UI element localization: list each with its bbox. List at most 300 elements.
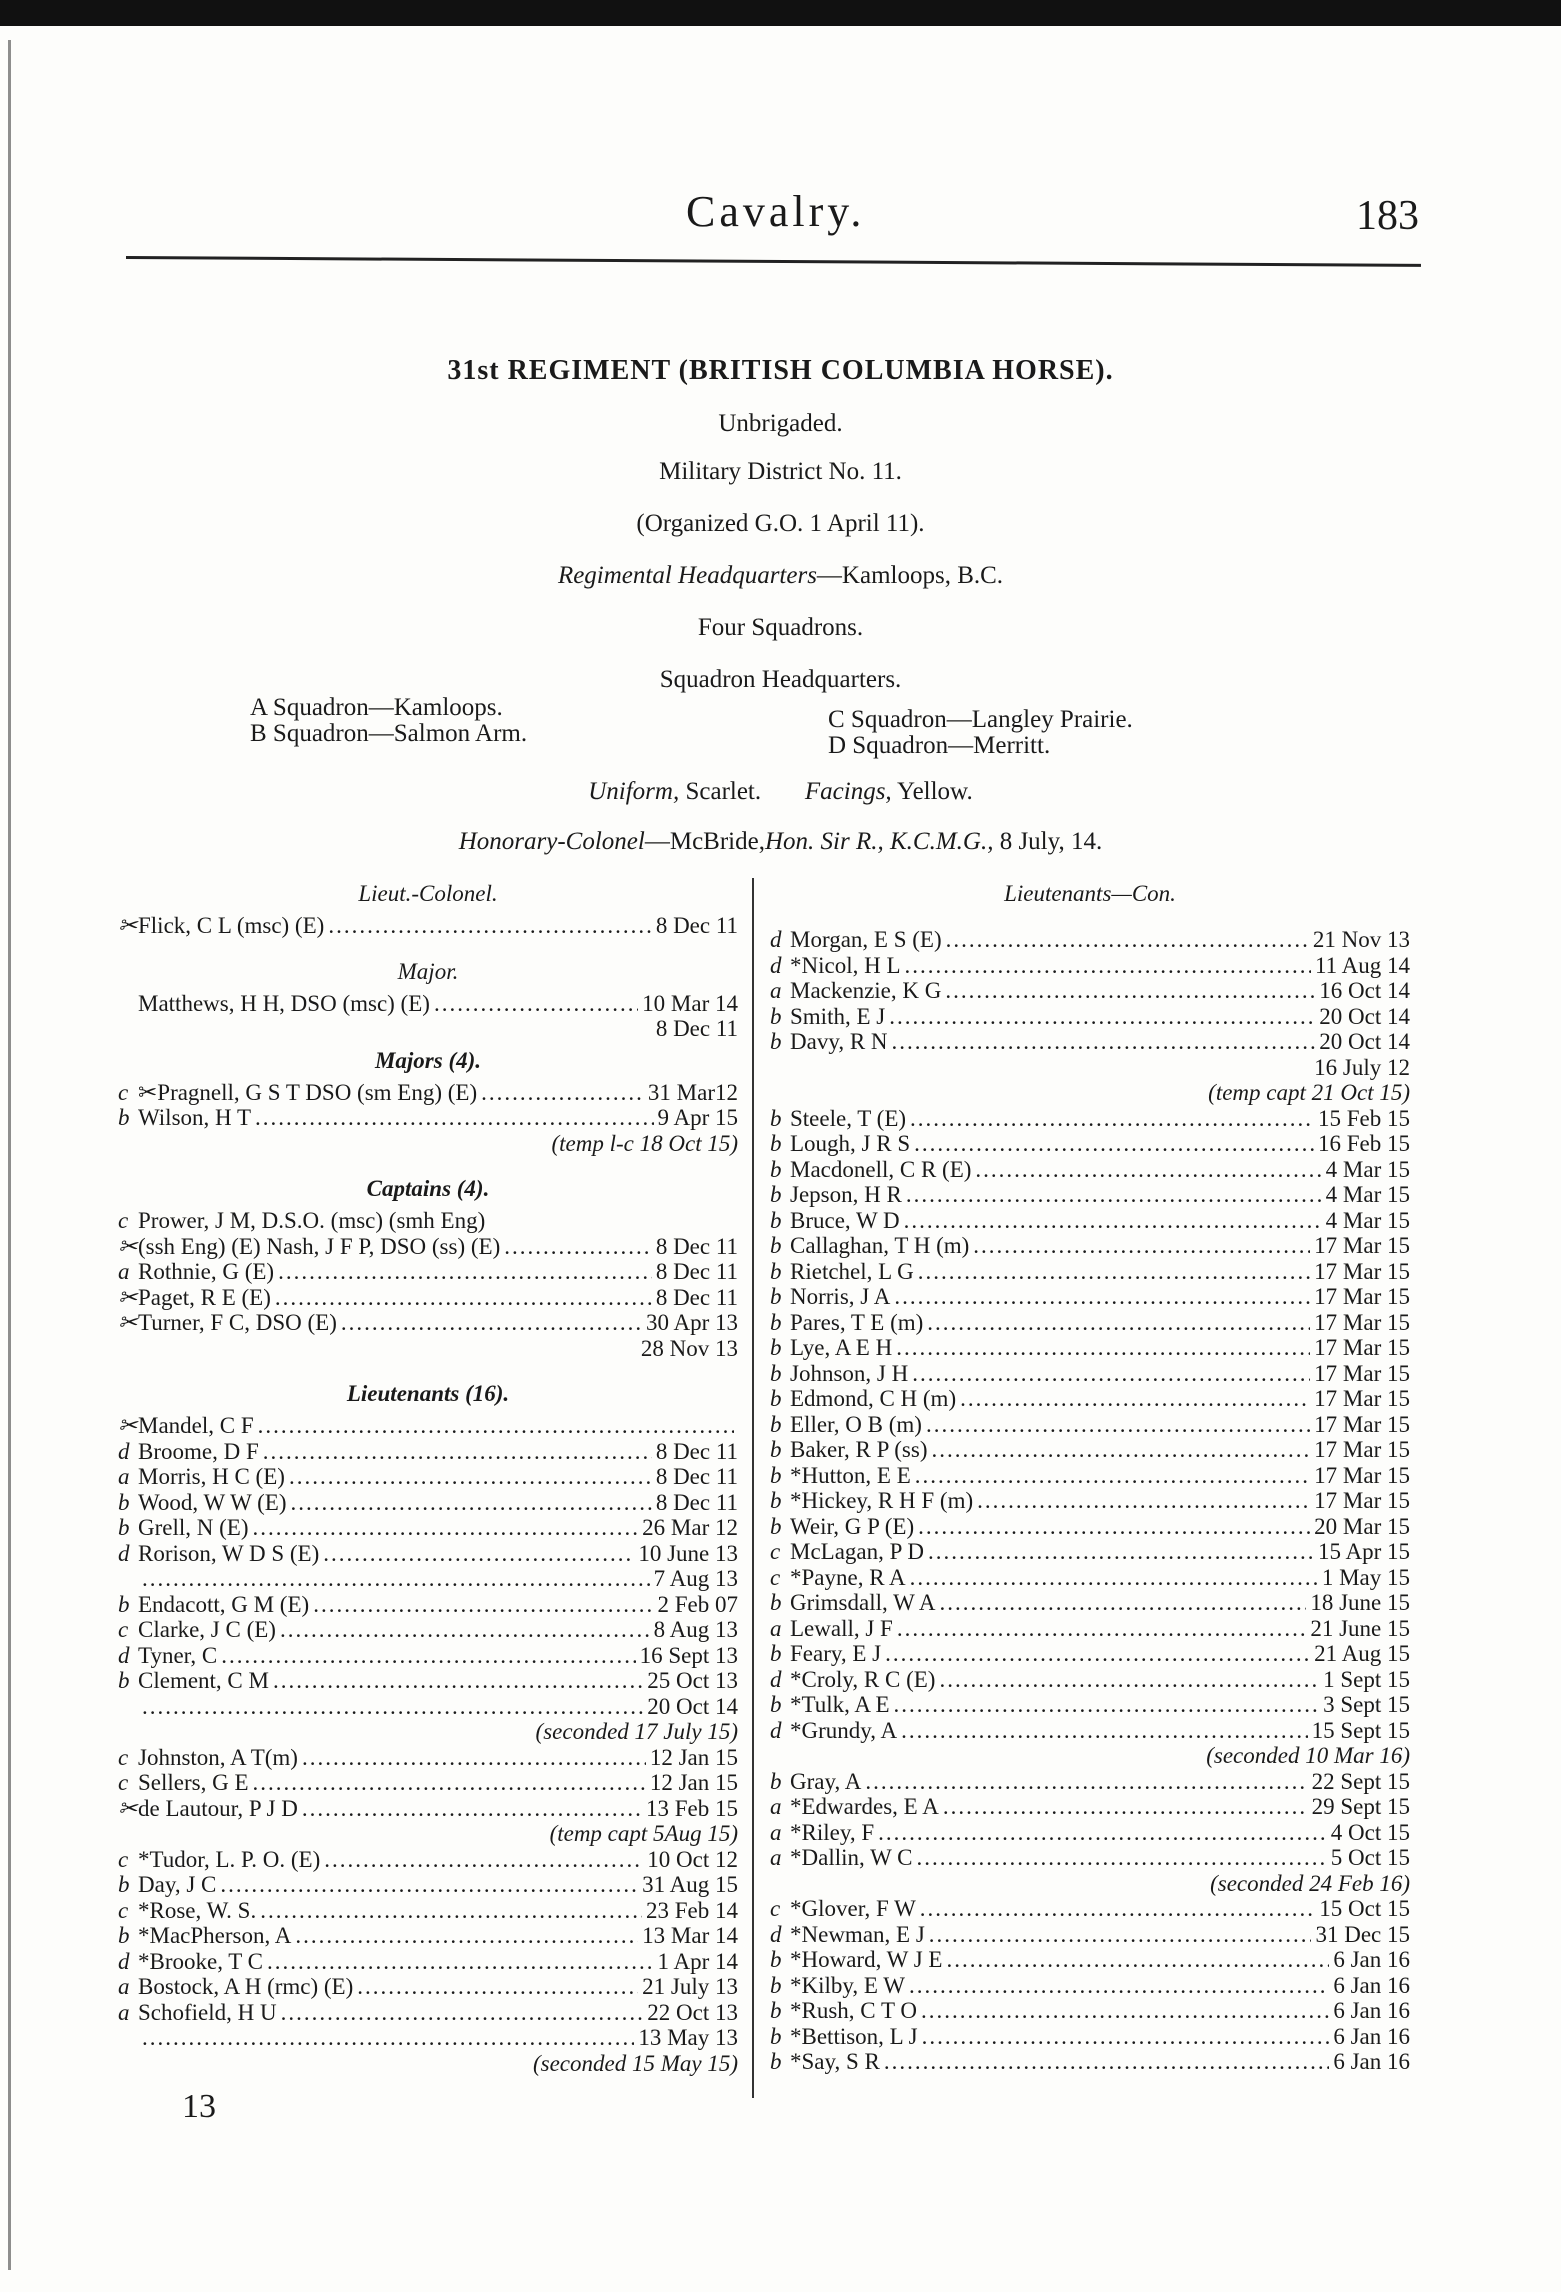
- appointment-date: 21 June 15: [1310, 1615, 1410, 1641]
- squadron-c: C Squadron—Langley Prairie.: [828, 706, 1133, 733]
- officer-entry: [118, 1796, 738, 1822]
- right-list-2: [770, 1106, 1410, 1744]
- appointment-date: 17 Mar 15: [1314, 1233, 1410, 1258]
- leader-dots: [275, 1285, 652, 1311]
- entry-prefix: b: [118, 1489, 130, 1515]
- header-rule: [126, 256, 1421, 267]
- officer-name: Edmond, C H (m): [790, 1386, 957, 1411]
- officer-entry: [770, 953, 1410, 979]
- officer-name: Day, J C: [138, 1872, 217, 1897]
- leader-dots: [918, 1259, 1310, 1285]
- officer-name: Steele, T (E): [790, 1105, 907, 1131]
- appointment-date: 1 Sept 15: [1323, 1666, 1410, 1692]
- officer-entry: [118, 1745, 738, 1771]
- officer-entry: [770, 1463, 1410, 1489]
- leader-dots: [906, 1182, 1322, 1208]
- appointment-date: 31 Dec 15: [1315, 1921, 1410, 1947]
- entry-prefix: ✂: [118, 913, 138, 938]
- appointment-date: 9 Apr 15: [657, 1105, 738, 1130]
- entry-prefix: ✂: [118, 1413, 138, 1438]
- officer-name: *Glover, F W: [790, 1896, 916, 1921]
- officer-name: Norris, J A: [790, 1284, 891, 1309]
- leader-dots: [901, 1718, 1307, 1744]
- appointment-date: 17 Mar 15: [1314, 1462, 1410, 1488]
- honorary-colonel-line: Honorary-Colonel—McBride,Hon. Sir R., K.C.M.G., 8 July, 14.: [458, 828, 1103, 855]
- entry-prefix: b: [118, 1515, 130, 1540]
- appointment-date: 25 Oct 13: [647, 1668, 738, 1693]
- leader-dots: [897, 1616, 1306, 1642]
- entry-prefix: ✂: [118, 1284, 138, 1310]
- officer-name: *Riley, F: [790, 1819, 875, 1845]
- officer-entry: [770, 2024, 1410, 2050]
- officer-name: *Grundy, A: [790, 1717, 898, 1743]
- scan-top-edge: [0, 0, 1561, 26]
- entry-prefix: b: [770, 1768, 782, 1794]
- officer-name: Wilson, H T: [138, 1105, 252, 1130]
- entry-prefix: d: [770, 1666, 782, 1692]
- appointment-date: 5 Oct 15: [1330, 1845, 1410, 1870]
- entry-prefix: b: [770, 1105, 782, 1131]
- entry-prefix: c: [118, 1897, 129, 1923]
- entry-prefix: a: [770, 1794, 782, 1819]
- leader-dots: [916, 1845, 1326, 1871]
- leader-dots: [894, 1284, 1310, 1310]
- officer-name: Morgan, E S (E): [790, 927, 942, 952]
- organized-line: (Organized G.O. 1 April 11).: [636, 510, 925, 537]
- brigade-line: Unbrigaded.: [718, 410, 843, 437]
- lieutenants-note-1: (seconded 17 July 15): [535, 1719, 738, 1744]
- hq-line: Regimental Headquarters—Kamloops, B.C.: [557, 562, 1004, 589]
- uniform-line: Uniform, Scarlet. Facings, Yellow.: [588, 778, 973, 805]
- officer-name: *Payne, R A: [790, 1564, 906, 1590]
- leader-dots: [278, 1259, 652, 1285]
- entry-prefix: c: [770, 1896, 781, 1921]
- officer-entry: [118, 1592, 738, 1618]
- lieutenants-note-2: (temp capt 5Aug 15): [549, 1821, 738, 1846]
- officer-entry: [770, 1361, 1410, 1387]
- officer-entry: [118, 1694, 738, 1720]
- entry-prefix: b: [770, 1590, 782, 1615]
- officer-name: Jepson, H R: [790, 1182, 902, 1207]
- appointment-date: 22 Oct 13: [647, 1999, 738, 2025]
- officer-entry: [118, 2025, 738, 2051]
- officer-entry: [118, 1949, 738, 1975]
- footer-signature-number: 13: [182, 2088, 216, 2125]
- appointment-date: 3 Sept 15: [1323, 1692, 1410, 1717]
- page-number: 183: [1356, 193, 1419, 239]
- entry-prefix: c: [118, 1079, 129, 1105]
- officer-name: Sellers, G E: [138, 1770, 249, 1795]
- entry-prefix: b: [770, 1641, 782, 1666]
- appointment-date: 16 Sept 13: [639, 1642, 738, 1668]
- appointment-date: 6 Jan 16: [1333, 1947, 1410, 1972]
- officer-entry: [770, 1998, 1410, 2024]
- lieutenants-list: [118, 1413, 738, 1719]
- leader-dots: [504, 1234, 652, 1260]
- officer-name: Lewall, J F: [790, 1615, 893, 1641]
- leader-dots: [973, 1233, 1310, 1259]
- entry-prefix: a: [118, 1974, 130, 1999]
- major-sub-date: 8 Dec 11: [655, 1016, 738, 1041]
- entry-prefix: c: [118, 1770, 129, 1795]
- running-head-title: Cavalry.: [686, 187, 866, 236]
- leader-dots: [927, 1310, 1310, 1336]
- entry-prefix: d: [118, 1948, 130, 1974]
- appointment-date: 26 Mar 12: [642, 1515, 738, 1540]
- right-note-1: (temp capt 21 Oct 15): [1208, 1080, 1410, 1105]
- appointment-date: 17 Mar 15: [1314, 1386, 1410, 1411]
- officer-name: *Hutton, E E: [790, 1462, 911, 1488]
- entry-prefix: a: [770, 978, 782, 1003]
- leader-dots: [905, 953, 1311, 979]
- entry-prefix: b: [770, 1972, 782, 1998]
- entry-prefix: c: [770, 1564, 781, 1590]
- entry-prefix: b: [770, 1131, 782, 1156]
- entry-prefix: c: [118, 1744, 129, 1770]
- squadron-hq-line: Squadron Headquarters.: [659, 666, 902, 693]
- district-line: Military District No. 11.: [659, 458, 902, 485]
- officer-entry: [770, 1820, 1410, 1846]
- officer-entry: [770, 1208, 1410, 1234]
- officer-name: Pares, T E (m): [790, 1309, 924, 1335]
- officer-name: *Bettison, L J: [790, 2023, 918, 2049]
- lieutenants-con-heading: Lieutenants—Con.: [1004, 881, 1176, 906]
- officer-entry: [770, 1182, 1410, 1208]
- officer-name: Broome, D F: [138, 1438, 259, 1464]
- officer-entry: [118, 1770, 738, 1796]
- officer-entry: [770, 1667, 1410, 1693]
- officer-entry: [118, 1898, 738, 1924]
- appointment-date: 8 Dec 11: [655, 1489, 738, 1515]
- officer-name: (ssh Eng) (E) Nash, J F P, DSO (ss) (E): [138, 1233, 501, 1259]
- leader-dots: [302, 1745, 646, 1771]
- leader-dots: [341, 1310, 642, 1336]
- appointment-date: 18 June 15: [1310, 1590, 1410, 1615]
- entry-prefix: b: [770, 1233, 782, 1258]
- officer-name: Clement, C M: [138, 1668, 269, 1693]
- leader-dots: [865, 1769, 1307, 1795]
- officer-entry: [118, 1515, 738, 1541]
- leader-dots: [260, 1898, 642, 1924]
- entry-prefix: c: [118, 1617, 129, 1642]
- lieut-colonel-heading: Lieut.-Colonel.: [358, 881, 498, 906]
- leader-dots: [324, 1847, 643, 1873]
- officer-entry: [770, 978, 1410, 1004]
- officer-name: Endacott, G M (E): [138, 1591, 310, 1617]
- appointment-date: 20 Oct 14: [1319, 1003, 1410, 1029]
- leader-dots: [939, 1590, 1306, 1616]
- entry-prefix: b: [770, 1182, 782, 1207]
- officer-name: *Kilby, E W: [790, 1972, 905, 1998]
- officer-name: *Tudor, L. P. O. (E): [138, 1846, 321, 1872]
- leader-dots: [896, 1335, 1310, 1361]
- entry-prefix: a: [770, 1819, 782, 1845]
- leader-dots: [885, 1641, 1310, 1667]
- leader-dots: [253, 1515, 639, 1541]
- appointment-date: 4 Mar 15: [1325, 1182, 1410, 1207]
- officer-name: *Newman, E J: [790, 1921, 925, 1947]
- leader-dots: [289, 1464, 652, 1490]
- officer-name: *Tulk, A E: [790, 1692, 890, 1717]
- appointment-date: 21 July 13: [642, 1974, 738, 1999]
- appointment-date: 6 Jan 16: [1333, 1972, 1410, 1998]
- officer-entry: [118, 991, 738, 1017]
- entry-prefix: ✂: [118, 1310, 138, 1335]
- officer-entry: [770, 1029, 1410, 1055]
- leader-dots: [975, 1157, 1321, 1183]
- entry-prefix: a: [118, 1464, 130, 1489]
- officer-entry: [118, 1566, 738, 1592]
- appointment-date: 23 Feb 14: [646, 1897, 738, 1923]
- leader-dots: [892, 1029, 1316, 1055]
- appointment-date: 15 Oct 15: [1319, 1896, 1410, 1921]
- entry-prefix: b: [770, 1947, 782, 1972]
- appointment-date: 29 Sept 15: [1311, 1794, 1410, 1819]
- squadron-b: B Squadron—Salmon Arm.: [250, 720, 528, 747]
- leader-dots: [910, 1106, 1314, 1132]
- officer-entry: [118, 1668, 738, 1694]
- leader-dots: [922, 2024, 1330, 2050]
- entry-prefix: d: [118, 1438, 130, 1464]
- majors-note: (temp l-c 18 Oct 15): [551, 1130, 738, 1156]
- officer-entry: [770, 1590, 1410, 1616]
- officer-name: Lye, A E H: [790, 1335, 893, 1360]
- officer-name: ✂Pragnell, G S T DSO (sm Eng) (E): [138, 1079, 478, 1105]
- leader-dots: [253, 1770, 646, 1796]
- majors-list: [118, 1080, 738, 1131]
- officer-entry: [770, 1565, 1410, 1591]
- officer-entry: [770, 1106, 1410, 1132]
- leader-dots: [328, 913, 652, 939]
- lieutenants-note-3: (seconded 15 May 15): [532, 2050, 738, 2076]
- appointment-date: 8 Dec 11: [655, 1259, 738, 1284]
- officer-entry: [118, 1310, 738, 1336]
- major-list: [118, 991, 738, 1017]
- entry-prefix: b: [770, 1309, 782, 1335]
- captain-first-line: c Prower, J M, D.S.O. (msc) (smh Eng): [118, 1208, 486, 1233]
- leader-dots: [946, 1947, 1329, 1973]
- officer-name: McLagan, P D: [790, 1539, 924, 1564]
- entry-prefix: d: [770, 927, 782, 952]
- leader-dots: [939, 1667, 1319, 1693]
- leader-dots: [220, 1872, 638, 1898]
- appointment-date: 17 Mar 15: [1314, 1488, 1410, 1513]
- leader-dots: [273, 1668, 643, 1694]
- entry-prefix: b: [118, 1923, 130, 1948]
- entry-prefix: b: [770, 1258, 782, 1284]
- appointment-date: 6 Jan 16: [1333, 1998, 1410, 2023]
- officer-name: Johnston, A T(m): [138, 1744, 298, 1770]
- leader-dots: [302, 1796, 642, 1822]
- officer-name: Macdonell, C R (E): [790, 1156, 972, 1182]
- appointment-date: 31 Aug 15: [642, 1872, 738, 1897]
- appointment-date: 4 Oct 15: [1330, 1819, 1410, 1845]
- leader-dots: [910, 1565, 1318, 1591]
- officer-entry: [118, 913, 738, 939]
- appointment-date: 31 Mar12: [647, 1079, 738, 1105]
- officer-entry: [770, 1412, 1410, 1438]
- officer-name: Rothnie, G (E): [138, 1259, 275, 1284]
- lieutenants-list-3: [118, 1847, 738, 2051]
- entry-prefix: c: [118, 1846, 129, 1872]
- officer-name: Gray, A: [790, 1768, 862, 1794]
- officer-entry: [770, 1514, 1410, 1540]
- leader-dots: [263, 1439, 652, 1465]
- leader-dots: [904, 1208, 1322, 1234]
- officer-entry: [770, 1259, 1410, 1285]
- appointment-date: 8 Dec 11: [655, 1233, 738, 1259]
- officer-entry: [770, 1488, 1410, 1514]
- officer-entry: [118, 1080, 738, 1106]
- officer-entry: [770, 1310, 1410, 1336]
- appointment-date: 15 Sept 15: [1311, 1717, 1410, 1743]
- leader-dots: [221, 1643, 635, 1669]
- appointment-date: 11 Aug 14: [1315, 952, 1410, 978]
- officer-entry: [118, 1413, 738, 1439]
- entry-prefix: b: [770, 1386, 782, 1411]
- entry-prefix: b: [118, 1591, 130, 1617]
- appointment-date: 12 Jan 15: [649, 1770, 738, 1795]
- leader-dots: [889, 1004, 1315, 1030]
- entry-prefix: b: [770, 1411, 782, 1437]
- leader-dots: [921, 1998, 1329, 2024]
- leader-dots: [943, 1794, 1308, 1820]
- leader-dots: [291, 1490, 652, 1516]
- appointment-date: 17 Mar 15: [1314, 1411, 1410, 1437]
- column-divider: [752, 878, 754, 2098]
- officer-entry: [118, 1259, 738, 1285]
- officer-name: *MacPherson, A: [138, 1923, 292, 1948]
- officer-entry: [118, 1490, 738, 1516]
- leader-dots: [960, 1386, 1310, 1412]
- entry-prefix: b: [770, 1360, 782, 1386]
- officer-name: Wood, W W (E): [138, 1489, 287, 1515]
- officer-entry: [770, 1386, 1410, 1412]
- officer-entry: [118, 1234, 738, 1260]
- entry-prefix: b: [770, 1692, 782, 1717]
- entry-prefix: b: [770, 1335, 782, 1360]
- appointment-date: 17 Mar 15: [1314, 1360, 1410, 1386]
- leader-dots: [434, 991, 638, 1017]
- officer-name: Eller, O B (m): [790, 1411, 922, 1437]
- entry-prefix: b: [770, 1156, 782, 1182]
- officer-entry: [770, 1794, 1410, 1820]
- officer-name: Baker, R P (ss): [790, 1437, 928, 1462]
- officer-name: Davy, R N: [790, 1029, 888, 1054]
- entry-prefix: b: [770, 2023, 782, 2049]
- appointment-date: 21 Nov 13: [1312, 927, 1410, 952]
- officer-name: Grimsdall, W A: [790, 1590, 936, 1615]
- officer-entry: [118, 1617, 738, 1643]
- majors-heading: Majors (4).: [374, 1047, 482, 1073]
- right-sub-date: 16 July 12: [1314, 1054, 1410, 1080]
- leader-dots: [932, 1437, 1311, 1463]
- officer-name: *Edwardes, E A: [790, 1794, 939, 1819]
- officer-name: Paget, R E (E): [138, 1284, 271, 1310]
- officer-entry: [770, 1922, 1410, 1948]
- officer-name: *Brooke, T C: [138, 1948, 264, 1974]
- entry-prefix: a: [770, 1615, 782, 1641]
- officer-name: *Howard, W J E: [790, 1947, 943, 1972]
- officer-entry: [770, 1641, 1410, 1667]
- officer-name: Bostock, A H (rmc) (E): [138, 1974, 354, 1999]
- appointment-date: 22 Sept 15: [1311, 1768, 1410, 1794]
- officer-entry: [118, 1439, 738, 1465]
- officer-entry: [770, 1845, 1410, 1871]
- leader-dots: [945, 978, 1315, 1004]
- leader-dots: [280, 1617, 650, 1643]
- appointment-date: 20 Mar 15: [1314, 1513, 1410, 1539]
- officer-entry: [118, 2000, 738, 2026]
- leader-dots: [918, 1514, 1310, 1540]
- entry-prefix: d: [770, 1717, 782, 1743]
- entry-prefix: b: [770, 1437, 782, 1462]
- appointment-date: 6 Jan 16: [1333, 2023, 1410, 2049]
- appointment-date: 12 Jan 15: [649, 1744, 738, 1770]
- appointment-date: 6 Jan 16: [1333, 2049, 1410, 2074]
- appointment-date: 8 Dec 11: [655, 913, 738, 938]
- leader-dots: [255, 1105, 653, 1131]
- officer-name: *Rose, W. S.: [138, 1897, 257, 1923]
- officer-name: Turner, F C, DSO (E): [138, 1310, 337, 1335]
- appointment-date: 30 Apr 13: [646, 1310, 738, 1335]
- officer-name: Morris, H C (E): [138, 1464, 285, 1489]
- officer-name: Weir, G P (E): [790, 1513, 915, 1539]
- entry-prefix: d: [118, 1540, 130, 1566]
- entry-prefix: b: [770, 1488, 782, 1513]
- officer-name: de Lautour, P J D: [138, 1795, 298, 1821]
- officer-name: *Dallin, W C: [790, 1845, 913, 1870]
- leader-dots: [878, 1820, 1327, 1846]
- right-list-3: [770, 1769, 1410, 1871]
- appointment-date: 20 Oct 14: [1319, 1029, 1410, 1054]
- entry-prefix: b: [770, 1207, 782, 1233]
- leader-dots: [481, 1080, 644, 1106]
- right-list-4: [770, 1896, 1410, 2075]
- leader-dots: [142, 1566, 650, 1592]
- leader-dots: [267, 1949, 653, 1975]
- entry-prefix: a: [770, 1845, 782, 1870]
- appointment-date: 10 Oct 12: [647, 1846, 738, 1872]
- officer-entry: [770, 1973, 1410, 1999]
- officer-name: Bruce, W D: [790, 1207, 900, 1233]
- leader-dots: [142, 2025, 634, 2051]
- officer-entry: [770, 927, 1410, 953]
- entry-prefix: b: [770, 1462, 782, 1488]
- officer-name: *Nicol, H L: [790, 952, 901, 978]
- leader-dots: [295, 1923, 638, 1949]
- leader-dots: [323, 1541, 634, 1567]
- squadrons-line: Four Squadrons.: [697, 614, 864, 641]
- leader-dots: [894, 1692, 1320, 1718]
- entry-prefix: b: [770, 2049, 782, 2074]
- leader-dots: [142, 1694, 643, 1720]
- officer-entry: [770, 1539, 1410, 1565]
- major-heading: Major.: [397, 958, 459, 984]
- entry-prefix: b: [118, 1668, 130, 1693]
- appointment-date: 4 Mar 15: [1325, 1156, 1410, 1182]
- officer-entry: [770, 2049, 1410, 2075]
- officer-name: Mandel, C F: [138, 1413, 254, 1438]
- leader-dots: [926, 1412, 1310, 1438]
- entry-prefix: b: [770, 1029, 782, 1054]
- officer-name: Callaghan, T H (m): [790, 1233, 970, 1258]
- officer-entry: [770, 1896, 1410, 1922]
- lieutenants-list-2: [118, 1745, 738, 1822]
- officer-name: Flick, C L (msc) (E): [138, 913, 325, 938]
- officer-entry: [118, 1974, 738, 2000]
- appointment-date: 8 Dec 11: [655, 1464, 738, 1489]
